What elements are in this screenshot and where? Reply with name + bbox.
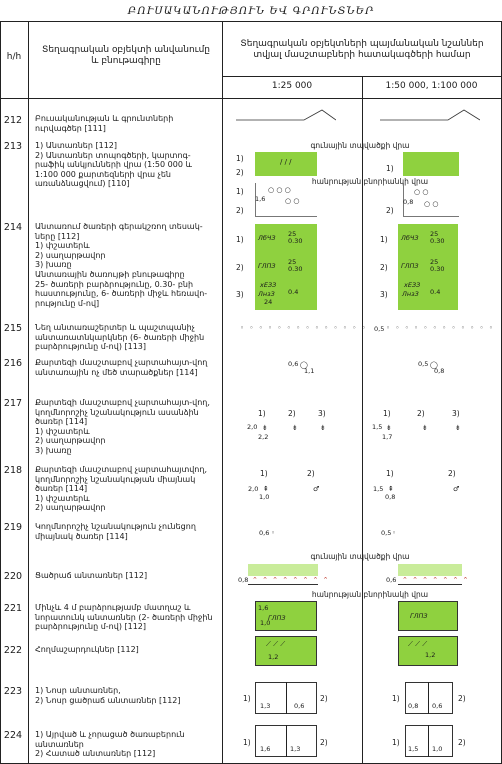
row-num: 224 [3,730,23,741]
sparse-forest-divider [428,682,429,714]
row-text: Քարտեզի մասշտաբով չարտահայտվող, կողմնորոշիչ նշանակության միայնակ ծառեր [114] 1) փշատերև 2) սաղարթավոր [35,465,207,513]
forest-strip-icon: ◦ ◦ ◦ ◦ ◦ ◦ ◦ ◦ ◦ ◦ ◦ ◦ ◦ ◦ [240,324,368,332]
tree-label: ГЛПЗ [401,262,419,270]
value-label: 0,5 [418,360,429,368]
value-label: 1,0 [432,745,443,753]
header-symbols: Տեղագրական օբյեկտների պայմանական նշաններ տվյալ մասշտաբների հատակագծերի համար [240,39,484,60]
header-num: հ/հ [6,52,22,62]
tree-label: хЕЗЗ [260,281,277,289]
value-label: 0.4 [430,288,441,296]
low-forest-swatch [398,564,462,576]
windfall-icon: ⟋ ⟋ ⟋ [266,640,286,648]
conifer-icon: ⇞ [263,485,269,493]
value-label: 0,5 [374,325,385,333]
tree-label: ЛбЧЗ [258,234,276,242]
value-label: 0,5 [381,529,392,537]
label-2: 2) [288,409,296,418]
burnt-forest-divider [286,725,287,757]
value-label: 0.30 [288,237,303,245]
row-text: Նեղ անտառաշերտեր և պաշտպանիչ անտառատնկարկներ (6- ծառերի միջին բարձրությունը մ-ով) [113] [35,323,205,352]
row-num: 217 [3,398,23,409]
page-title: ԲՈՒՍԱԿԱՆՈՒԹՅՈՒՆ ԵՎ ԳՐՈՒՆՏՆԵՐ [127,5,375,17]
tree-label: ЛнзЗ [402,290,419,298]
forest-swatch [403,152,459,176]
row-text: Բուսականության և գրունտների ուրվագծեր [111] [35,114,174,133]
value-label: 0.4 [288,288,299,296]
value-label: 0,8 [408,702,419,710]
conifer-icon: ⇟ [262,424,268,432]
value-label: 1,7 [382,433,393,441]
color-note: գունային տպվածքի վրա [310,552,410,561]
young-forest-swatch [398,601,458,631]
tree-label: ГЛПЗ [410,612,428,620]
mono-note: հանրության բնորինակի վրա [311,590,429,599]
dots-icon: ○ ○ ○ [268,186,291,194]
value-label: 25 [288,230,297,238]
label-2: 2) [236,206,244,215]
label-1: 1) [243,738,251,747]
value-label: 24 [264,298,273,306]
label-2: 2) [458,694,466,703]
label-2: 2) [448,469,456,478]
row-text: 1) Անտառներ [112] 2) Անտառներ տոպոգծերի, կարտոգ-րաֆիկ անկյունների վրա (1:50 000 և 1:100 000 քարտեզների վրա չեն առանձնացվում) [110] [35,141,192,189]
label-2: 2) [236,168,244,177]
value-label: 0,6 [294,702,305,710]
label-1: 1) [392,738,400,747]
value-label: 25 [430,258,439,266]
label-1: 1) [243,694,251,703]
dots-icon: ○ ○ [414,188,429,196]
label-1: 1) [380,235,388,244]
value-label: 2,0 [247,423,258,431]
windfall-swatch [255,636,317,666]
outline-symbol [236,108,336,126]
deciduous-icon: ♂ [313,485,320,493]
label-2: 2) [386,206,394,215]
label-2: 2) [307,469,315,478]
col-divider-1 [28,21,29,764]
value-label: 25 [288,258,297,266]
row-num: 218 [3,465,23,476]
tree-dot-icon: ◦ [271,529,276,537]
tree-dot-icon: ◦ [392,529,397,537]
value-label: 1,6 [258,604,269,612]
row-num: 216 [3,358,23,369]
value-label: 2,2 [258,433,269,441]
value-label: 0.30 [430,265,445,273]
circle-icon: ◯ [430,361,438,369]
value-label: 1,5 [408,745,419,753]
value-label: 1,6 [255,195,266,203]
value-label: 0,8 [385,493,396,501]
tree-label: ЛбЧЗ [401,234,419,242]
value-label: 1,2 [268,653,279,661]
scale-1: 1:25 000 [271,81,313,91]
value-label: 0,8 [403,198,414,206]
label-1: 1) [386,469,394,478]
conifer-icon: ⇟ [386,424,392,432]
tree-label: ЛнзЗ [258,290,275,298]
low-forest-swatch [248,564,318,576]
color-note: գունային տպվածքի վրա [310,141,410,150]
label-1: 1) [383,409,391,418]
scale-2: 1:50 000, 1:100 000 [385,81,478,91]
value-label: 0.30 [288,265,303,273]
dots-icon: ○ ○ [285,197,300,205]
value-label: 2,0 [248,485,259,493]
label-1: 1) [392,694,400,703]
row-text: Մինչև 4 մ բարձրությամբ մատղաշ և նորատունկ անտառներ (2- ծառերի միջին բարձրությունը մ-ով) [112] [35,603,213,632]
row-num: 223 [3,686,23,697]
table-border-top [0,21,502,22]
tree-label: хЕЗЗ [404,281,421,289]
value-label: 0,8 [238,576,249,584]
label-3: 3) [236,290,244,299]
tree-label: ГЛПЗ [268,614,286,622]
shrub-icon: ⌃ ⌃ ⌃ ⌃ ⌃ ⌃ ⌃ [402,576,470,584]
row-text: 1) Նոսր անտառներ, 2) Նոսր ցածրաճ անտառներ [112] [35,686,181,705]
label-1: 1) [386,164,394,173]
label-1: 1) [258,409,266,418]
mono-note: հանրության բնորիանկի վրա [311,177,429,186]
value-label: 1,3 [290,745,301,753]
value-label: 1,6 [260,745,271,753]
row-num: 219 [3,522,23,533]
label-2: 2) [236,263,244,272]
row-num: 222 [3,645,23,656]
row-text: 1) Այրված և չորացած ծառաբերուն անտառներ 2) Հատած անտառներ [112] [35,730,185,759]
conifer-icon: ⇞ [388,485,394,493]
windfall-icon: ⟋ ⟋ ⟋ [408,640,428,648]
value-label: 0.30 [430,237,445,245]
label-1: 1) [236,187,244,196]
row-text: Ցածրաճ անտառներ [112] [35,571,148,580]
sparse-forest-divider [286,682,287,714]
label-2: 2) [320,694,328,703]
label-2: 2) [417,409,425,418]
col-divider-2 [222,21,223,764]
value-label: 0,6 [386,576,397,584]
row-num: 212 [3,115,23,126]
label-2: 2) [320,738,328,747]
row-num: 221 [3,603,23,614]
value-label: 1,5 [373,485,384,493]
label-2: 2) [458,738,466,747]
row-num: 215 [3,323,23,334]
label-1: 1) [236,235,244,244]
row-num: 220 [3,571,23,582]
row-text: Քարտեզի մասշտաբով չարտահայտ-վող, կողմնորոշիչ նշանակություն ասանձին ծառեր [114] 1) փշատերև 2) սաղարթավոր 3) խառը [35,398,210,455]
row-num: 213 [3,141,23,152]
forest-strip-icon: ◦ ◦ ◦ ◦ ◦ ◦ ◦ ◦ ◦ ◦ ◦ ◦ [386,324,495,332]
header-name: Տեղագրական օբյեկտի անվանումը և բնութագիրը [42,45,210,66]
row-num: 214 [3,222,23,233]
value-label: 1,1 [304,367,315,375]
value-label: 1,5 [372,423,383,431]
outline-symbol-small [380,108,480,126]
label-3: 3) [380,290,388,299]
deciduous-icon: ♂ [453,485,460,493]
mixed-icon: ⇟ [320,424,326,432]
label-1: 1) [236,154,244,163]
value-label: 1,0 [259,493,270,501]
value-label: 0,6 [259,529,270,537]
value-label: 0,8 [434,367,445,375]
label-2: 2) [380,263,388,272]
value-label: 1,3 [260,702,271,710]
label-3: 3) [318,409,326,418]
circle-icon: ◯ [300,361,308,369]
dots-icon: ○ ○ [424,200,439,208]
label-1: 1) [260,469,268,478]
deciduous-icon: ⇟ [422,424,428,432]
label-3: 3) [452,409,460,418]
row-text: Անտառում ծառերի գերակշռող տեսակ-ները [112] 1) փշատերև 2) սաղարթավոր 3) խառը Անտառային ծառույթի բնութագիրը 25- ծառերի բարձրությունը, 0.30- բնի հաստությունը, 6- ծառերի միջև հեռավո-րությունը մ-ով] [35,222,208,308]
row-text: Քարտեզի մասշտաբով չարտահայտ-վող անտառային ոչ մեծ տարածքներ [114] [35,358,208,377]
burnt-forest-divider [428,725,429,757]
value-label: 0,6 [432,702,443,710]
value-label: 0,6 [288,360,299,368]
row-text: Հողմաշարդուկներ [112] [35,645,139,654]
hatch-icon: / / / [280,158,292,166]
tree-label: ГЛПЗ [258,262,276,270]
value-label: 1,2 [425,651,436,659]
value-label: 1,0 [260,619,271,627]
deciduous-icon: ⇟ [292,424,298,432]
row-text: Կողմնորոշիչ նշանակություն չունեցող միայնակ ծառեր [114] [35,522,196,541]
shrub-icon: ⌃ ⌃ ⌃ ⌃ ⌃ ⌃ ⌃ ⌃ [252,576,330,584]
mixed-icon: ⇟ [455,424,461,432]
value-label: 25 [430,230,439,238]
